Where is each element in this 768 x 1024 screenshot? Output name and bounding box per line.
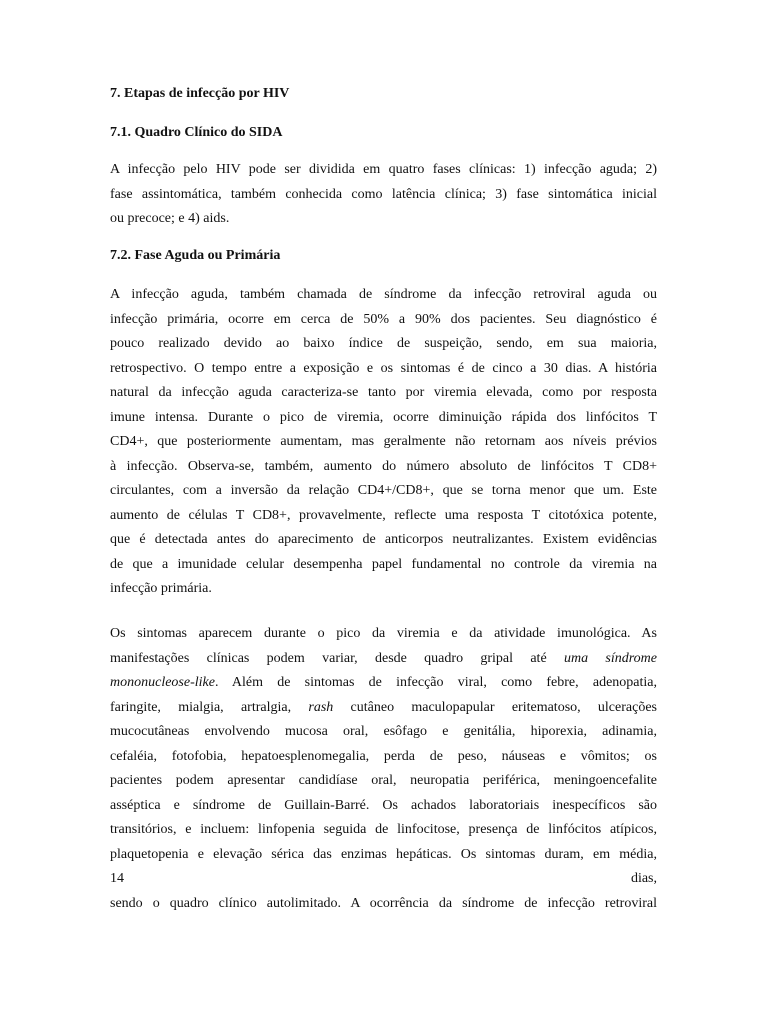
paragraph-line: sendo o quadro clínico autolimitado. A ocorrência da síndrome de infecção retroviral (110, 895, 657, 911)
paragraph-line (110, 696, 657, 721)
paragraph-line: A infecção pelo HIV pode ser dividida em quatro fases clínicas: 1) infecção aguda; 2) (110, 162, 657, 177)
italic-term: uma síndrome (563, 650, 657, 666)
paragraph-line: infecção primária, ocorre em cerca de 50% a 90% dos pacientes. Seu diagnóstico é (110, 311, 657, 327)
paragraph-phases (110, 158, 657, 232)
paragraph-line: CD4+, que posteriormente aumentam, mas geralmente não retornam aos níveis prévios (110, 434, 657, 449)
paragraph-line: fase assintomática, também conhecida como latência clínica; 3) fase sintomática inicial (110, 186, 657, 202)
paragraph-line: mucocutâneas envolvendo mucosa oral, esôfago e genitália, hiporexia, adinamia, (110, 724, 657, 739)
paragraph-line: pouco realizado devido ao baixo índice de suspeição, sendo, em sua maioria, (110, 336, 657, 351)
line-text: faringite, mialgia, artralgia, (110, 699, 309, 715)
section-heading-7-1: 7.1. Quadro Clínico do SIDA (110, 125, 283, 140)
line-text: 14 (110, 871, 124, 886)
paragraph-line: transitórios, e incluem: linfopenia seguida de linfocitose, presença de linfócitos atípicos, (110, 822, 657, 837)
paragraph-line: retrospectivo. O tempo entre a exposição e os sintomas é de cinco a 30 dias. A história (110, 360, 657, 376)
paragraph-line: circulantes, com a inversão da relação CD4+/CD8+, que se torna menor que um. Este (110, 483, 657, 498)
paragraph-line (110, 867, 657, 892)
line-text: . Além de sintomas de infecção viral, como febre, adenopatia, (214, 675, 657, 690)
line-text: manifestações clínicas podem variar, desde quadro gripal até (110, 650, 564, 666)
paragraph-line: asséptica e síndrome de Guillain-Barré. Os achados laboratoriais inespecíficos são (110, 797, 657, 813)
paragraph-line: infecção primária. (110, 581, 212, 596)
paragraph-symptoms (110, 622, 657, 916)
paragraph-line: A infecção aguda, também chamada de síndrome da infecção retroviral aguda ou (110, 287, 657, 302)
section-heading-7-2: 7.2. Fase Aguda ou Primária (110, 248, 281, 263)
paragraph-line: de que a imunidade celular desempenha papel fundamental no controle da viremia na (110, 556, 657, 572)
paragraph-line: ou precoce; e 4) aids. (110, 211, 230, 226)
paragraph-line (110, 647, 657, 672)
paragraph-line: plaquetopenia e elevação sérica das enzimas hepáticas. Os sintomas duram, em média, (110, 846, 657, 862)
paragraph-line: pacientes podem apresentar candidíase oral, neuropatia periférica, meningoencefalite (110, 773, 657, 788)
paragraph-line: que é detectada antes do aparecimento de anticorpos neutralizantes. Existem evidências (110, 532, 657, 547)
paragraph-line: aumento de células T CD8+, provavelmente, reflecte uma resposta T citotóxica potente, (110, 507, 657, 523)
paragraph-line: Os sintomas aparecem durante o pico da viremia e da atividade imunológica. As (110, 626, 657, 641)
line-text: dias, (630, 871, 657, 886)
paragraph-line: natural da infecção aguda caracteriza-se tanto por viremia elevada, como por resposta (110, 385, 657, 400)
paragraph-line: cefaléia, fotofobia, hepatoesplenomegalia, perda de peso, náuseas e vômitos; os (110, 748, 657, 764)
paragraph-line: à infecção. Observa-se, também, aumento do número absoluto de linfócitos T CD8+ (110, 458, 657, 474)
paragraph-line (110, 671, 657, 696)
italic-term: mononucleose-like (110, 675, 215, 690)
paragraph-acute-phase (110, 283, 657, 602)
italic-term: rash (308, 699, 334, 715)
section-heading-7: 7. Etapas de infecção por HIV (110, 86, 290, 101)
paragraph-line: imune intensa. Durante o pico de viremia, ocorre diminuição rápida dos linfócitos T (110, 409, 657, 425)
line-text: cutâneo maculopapular eritematoso, ulcerações (333, 699, 657, 715)
